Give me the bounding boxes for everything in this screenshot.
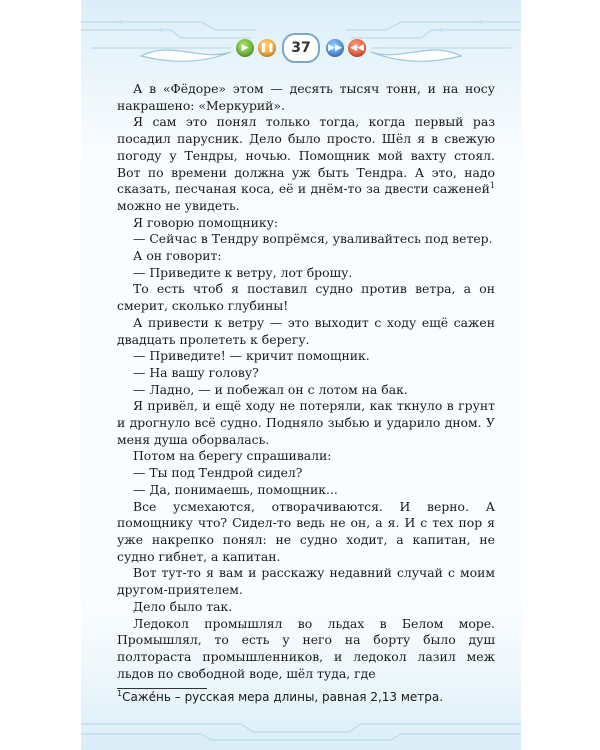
paragraph: Ледокол промышлял во льдах в Белом море. Промышлял, то есть у него на борту было душ полтораста промышленников, и ледокол лазил меж льдов по свободной воде, шёл туда, где	[117, 615, 495, 681]
footnote-ref[interactable]: 1	[489, 181, 495, 191]
paragraph: То есть чтоб я поставил судно против ветра, а он смерит, сколько глубины!	[117, 281, 495, 314]
paragraph: А в «Фёдоре» этом — десять тысяч тонн, и на носу накрашено: «Меркурий».	[117, 81, 495, 113]
paragraph: А он говорит:	[133, 248, 222, 264]
page-navigation	[236, 36, 366, 60]
page-number: 37	[282, 33, 320, 63]
footer-ornament	[81, 710, 521, 750]
footnote-term: Саже́нь	[122, 690, 171, 704]
pause-icon[interactable]: ❚❚	[258, 39, 276, 57]
paragraph: Дело было так.	[133, 598, 233, 614]
footnote-text: – русская мера длины, равная 2,13 метра.	[170, 690, 444, 704]
paragraph: А привести к ветру — это выходит с ходу ещё сажен двадцать пролететь к берегу.	[117, 314, 495, 347]
footnote-marker: 1	[117, 689, 123, 698]
textbook-page	[81, 0, 521, 750]
paragraph: — На вашу голову?	[133, 364, 259, 380]
paragraph: Вот тут-то я вам и расскажу недавний случай с моим другом-приятелем.	[117, 565, 495, 598]
footnote-divider	[117, 688, 207, 689]
paragraph: — Ты под Тендрой сидел?	[133, 465, 303, 481]
paragraph: Потом на берегу спрашивали:	[133, 448, 332, 464]
paragraph: — Приведите! — кричит помощник.	[133, 348, 370, 364]
paragraph: Я говорю помощнику:	[133, 214, 279, 230]
rewind-icon[interactable]: ◀◀	[348, 39, 366, 57]
play-icon[interactable]: ▶	[236, 39, 254, 57]
paragraph: Все усмехаются, отворачиваются. И верно. А помощнику что? Сидел-то ведь не он, а я. И с тех пор я уже накрепко понял: не судно ходит, а капитан, не судно гибнет, а капитан.	[117, 498, 495, 564]
paragraph: Я привёл, и ещё ходу не потеряли, как ткнуло в грунт и дрогнуло всё судно. Подняло зыбью и ударило дном. У меня душа оборвалась.	[117, 398, 495, 447]
footnote	[117, 690, 517, 704]
paragraph: — Да, понимаешь, помощник...	[133, 481, 338, 497]
paragraph: — Ладно, — и побежал он с лотом на бак.	[133, 381, 408, 397]
forward-icon[interactable]: ▶▶	[326, 39, 344, 57]
paragraph: Я сам это понял только тогда, когда первый раз посадил парусник. Дело было просто. Шёл я в свежую погоду у Тендры, ночью. Помощник мой вахту стоял. Вот по времени должна уж быть Тендра. А это, надо сказать, песчаная коса, её и днём-то за двести саженей$^1$ можно не увидеть.	[117, 114, 495, 213]
story-text	[117, 81, 495, 682]
paragraph: — Приведите к ветру, лот брошу.	[133, 264, 353, 280]
paragraph: — Сейчас в Тендру вопрёмся, уваливайтесь под ветер.	[133, 231, 493, 247]
